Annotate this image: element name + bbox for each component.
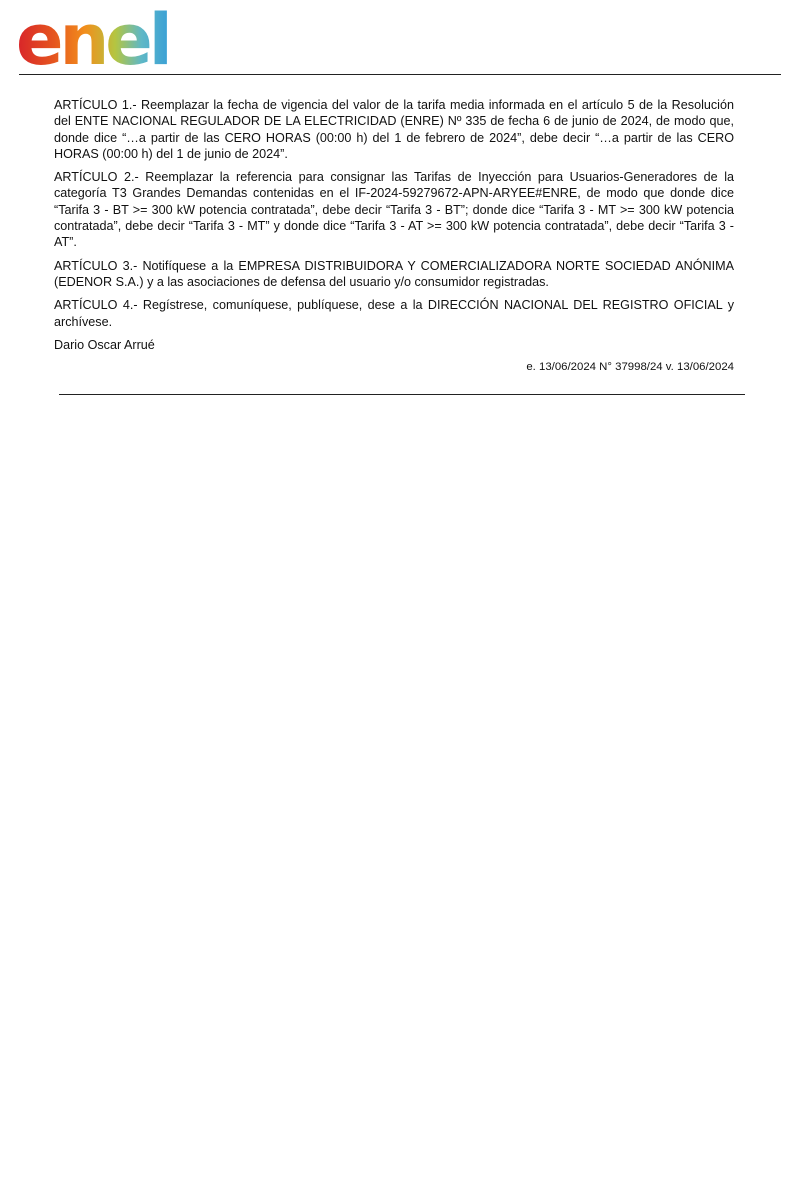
enel-logo-icon — [16, 8, 181, 70]
article-2: ARTÍCULO 2.- Reemplazar la referencia para consignar las Tarifas de Inyección para Usuarios-Generadores de la categoría T3 Grandes Demandas contenidas en el IF-2024-59279672-APN-ARYEE#ENRE, de modo que donde dice “Tarifa 3 - BT >= 300 kW potencia contratada”, debe decir “Tarifa 3 - BT”; donde dice “Tarifa 3 - MT >= 300 kW potencia contratada”, debe decir “Tarifa 3 - MT” y donde dice “Tarifa 3 - AT >= 300 kW potencia contratada”, debe decir “Tarifa 3 - AT”. — [54, 170, 734, 250]
article-3: ARTÍCULO 3.- Notifíquese a la EMPRESA DISTRIBUIDORA Y COMERCIALIZADORA NORTE SOCIEDAD ANÓNIMA (EDENOR S.A.) y a las asociaciones de defensa del usuario y/o consumidor registradas. — [54, 258, 734, 289]
document-body — [54, 97, 734, 375]
enel-logo-wordmark: enel — [16, 8, 169, 70]
signature: Dario Oscar Arrué — [54, 337, 155, 352]
article-1: ARTÍCULO 1.- Reemplazar la fecha de vigencia del valor de la tarifa media informada en el artículo 5 de la Resolución del ENTE NACIONAL REGULADOR DE LA ELECTRICIDAD (ENRE) Nº 335 de fecha 6 de junio de 2024, de modo que, donde dice “…a partir de las CERO HORAS (00:00 h) del 1 de febrero de 2024”, debe decir “…a partir de las CERO HORAS (00:00 h) del 1 de junio de 2024”. — [54, 98, 734, 161]
article-4: ARTÍCULO 4.- Regístrese, comuníquese, publíquese, dese a la DIRECCIÓN NACIONAL DEL REGISTRO OFICIAL y archívese. — [54, 298, 734, 329]
footer-divider — [59, 394, 745, 395]
publication-reference: e. 13/06/2024 N° 37998/24 v. 13/06/2024 — [526, 361, 734, 374]
header-divider — [19, 74, 781, 75]
enel-logo — [16, 8, 181, 70]
